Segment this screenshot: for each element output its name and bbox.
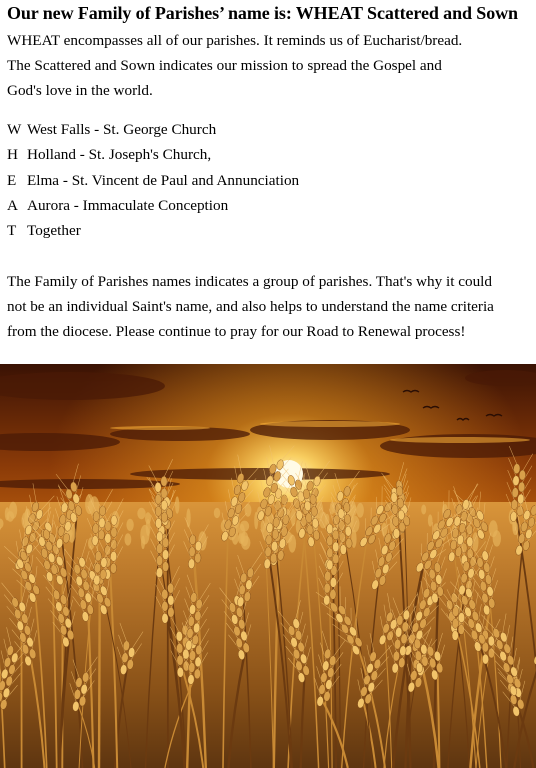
acronym-letter: H: [7, 146, 18, 163]
acronym-item-e: [7, 171, 299, 191]
acronym-letter: A: [7, 197, 18, 214]
acronym-item-w: [7, 120, 216, 140]
intro-line-1: WHEAT encompasses all of our parishes. It reminds us of Eucharist/bread.: [7, 32, 463, 49]
acronym-text: Holland - St. Joseph's Church,: [27, 146, 212, 163]
acronym-text: West Falls - St. George Church: [27, 121, 217, 138]
closing-line-3: from the diocese. Please continue to pray for our Road to Renewal process!: [7, 323, 466, 340]
acronym-text: Together: [27, 222, 81, 239]
acronym-letter: E: [7, 172, 17, 189]
acronym-item-h: [7, 145, 211, 165]
acronym-letter: T: [7, 222, 17, 239]
intro-line-2: The Scattered and Sown indicates our mission to spread the Gospel and: [7, 57, 442, 74]
acronym-letter: W: [7, 121, 22, 138]
closing-line-1: The Family of Parishes names indicates a group of parishes. That's why it could: [7, 273, 492, 290]
acronym-item-a: [7, 196, 228, 216]
wheat-field-photo: [0, 364, 536, 768]
acronym-item-t: [7, 221, 81, 241]
closing-line-2: not be an individual Saint's name, and also helps to understand the name criteria: [7, 298, 494, 315]
acronym-text: Elma - St. Vincent de Paul and Annunciation: [27, 172, 300, 189]
acronym-text: Aurora - Immaculate Conception: [27, 197, 229, 214]
page-title: Our new Family of Parishes’ name is: WHEAT Scattered and Sown: [7, 3, 518, 23]
intro-line-3: God's love in the world.: [7, 82, 153, 99]
